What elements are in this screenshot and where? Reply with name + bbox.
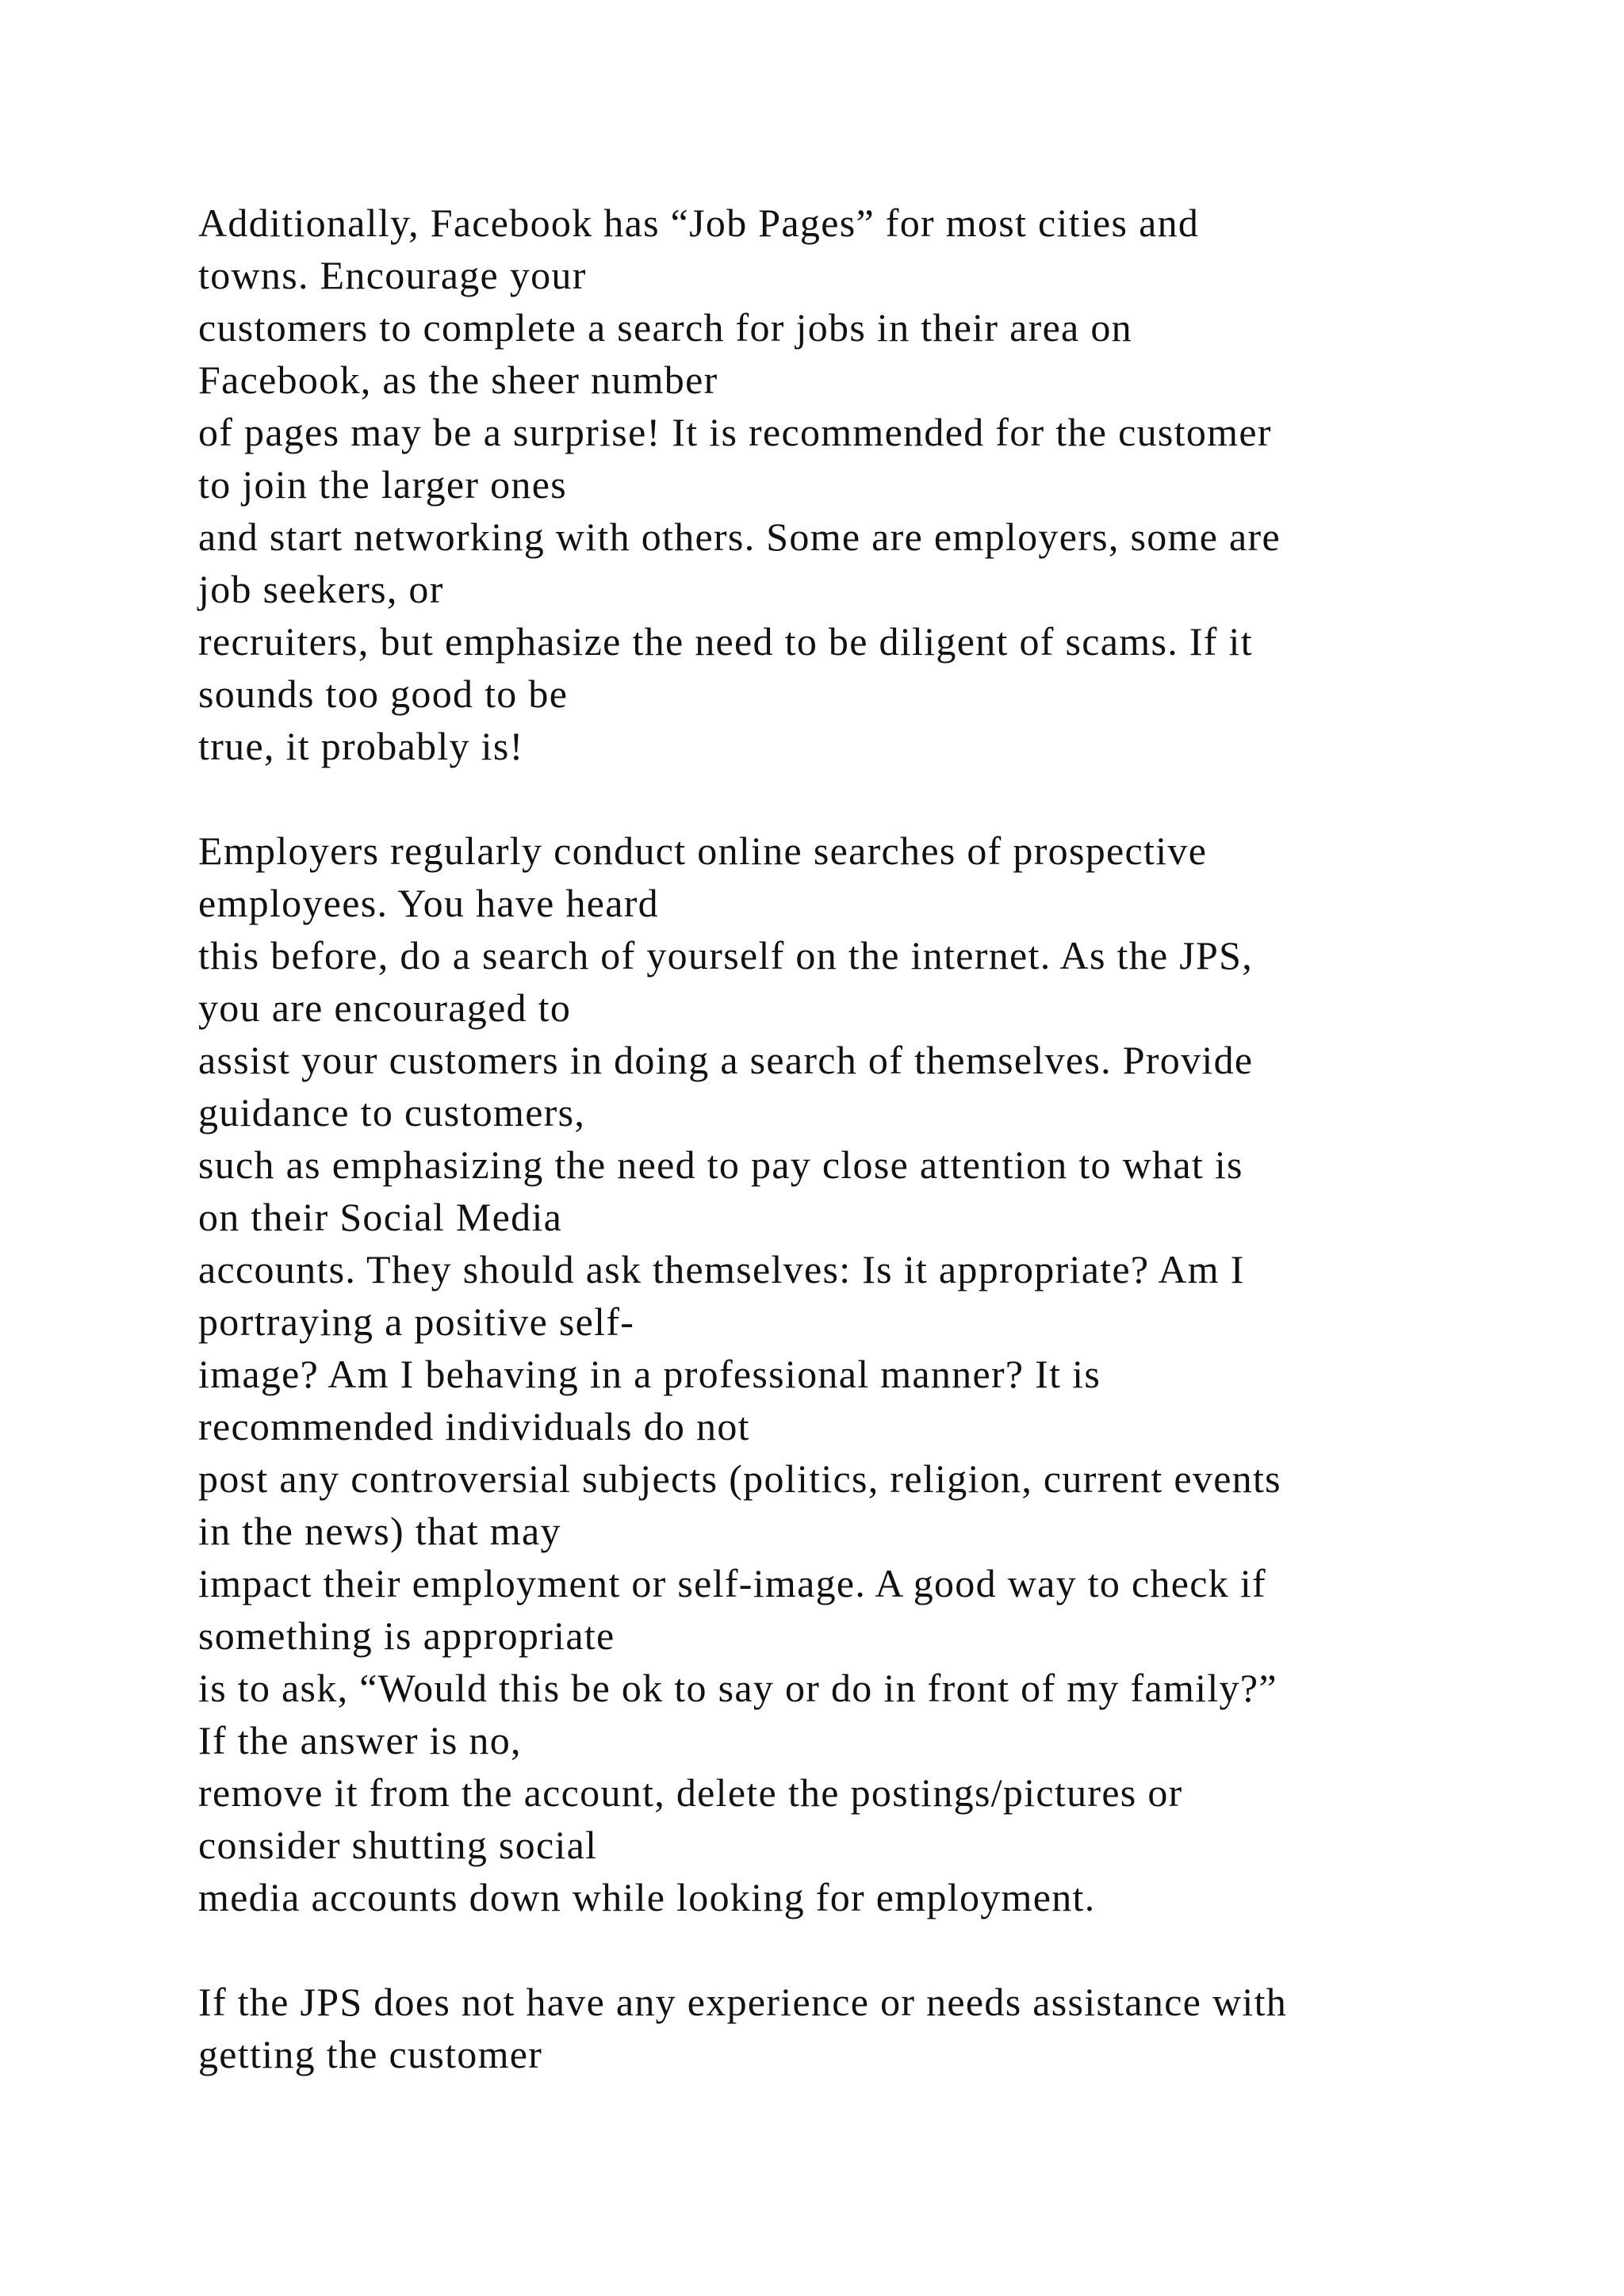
- text-line: Facebook, as the sheer number: [198, 358, 718, 402]
- text-line: on their Social Media: [198, 1195, 563, 1239]
- text-line: portraying a positive self-: [198, 1299, 635, 1344]
- paragraph-jps-assistance: [198, 1976, 1546, 2080]
- text-line: remove it from the account, delete the postings/pictures or: [198, 1770, 1183, 1815]
- text-line: customers to complete a search for jobs in their area on: [198, 305, 1132, 350]
- text-line: sounds too good to be: [198, 672, 569, 716]
- text-line: getting the customer: [198, 2032, 543, 2076]
- text-line: recommended individuals do not: [198, 1404, 750, 1448]
- text-line: to join the larger ones: [198, 462, 567, 507]
- text-line: impact their employment or self-image. A good way to check if: [198, 1561, 1266, 1605]
- text-line: job seekers, or: [198, 567, 444, 611]
- text-line: accounts. They should ask themselves: Is it appropriate? Am I: [198, 1247, 1245, 1292]
- document-body: [198, 197, 1546, 2080]
- text-line: something is appropriate: [198, 1613, 615, 1658]
- text-line: recruiters, but emphasize the need to be diligent of scams. If it: [198, 619, 1253, 664]
- text-line: image? Am I behaving in a professional manner? It is: [198, 1352, 1101, 1396]
- text-line: post any controversial subjects (politics, religion, current events: [198, 1456, 1281, 1501]
- text-line: is to ask, “Would this be ok to say or do in front of my family?”: [198, 1666, 1277, 1710]
- text-line: of pages may be a surprise! It is recommended for the customer: [198, 410, 1272, 454]
- text-line: If the answer is no,: [198, 1718, 522, 1762]
- text-line: If the JPS does not have any experience or needs assistance with: [198, 1980, 1288, 2024]
- text-line: in the news) that may: [198, 1509, 561, 1553]
- text-line: guidance to customers,: [198, 1090, 586, 1135]
- text-line: Additionally, Facebook has “Job Pages” for most cities and: [198, 201, 1200, 245]
- text-line: this before, do a search of yourself on the internet. As the JPS,: [198, 933, 1254, 978]
- text-line: employees. You have heard: [198, 881, 659, 925]
- text-line: towns. Encourage your: [198, 253, 587, 297]
- text-line: such as emphasizing the need to pay close attention to what is: [198, 1142, 1243, 1187]
- text-line: consider shutting social: [198, 1823, 598, 1867]
- text-line: and start networking with others. Some are employers, some are: [198, 515, 1281, 559]
- text-line: you are encouraged to: [198, 985, 572, 1030]
- text-line: assist your customers in doing a search of themselves. Provide: [198, 1038, 1254, 1082]
- text-line: Employers regularly conduct online searches of prospective: [198, 828, 1208, 873]
- text-line: true, it probably is!: [198, 724, 524, 768]
- text-line: media accounts down while looking for employment.: [198, 1875, 1096, 1919]
- paragraph-facebook-job-pages: [198, 197, 1546, 772]
- paragraph-online-searches: [198, 825, 1546, 1923]
